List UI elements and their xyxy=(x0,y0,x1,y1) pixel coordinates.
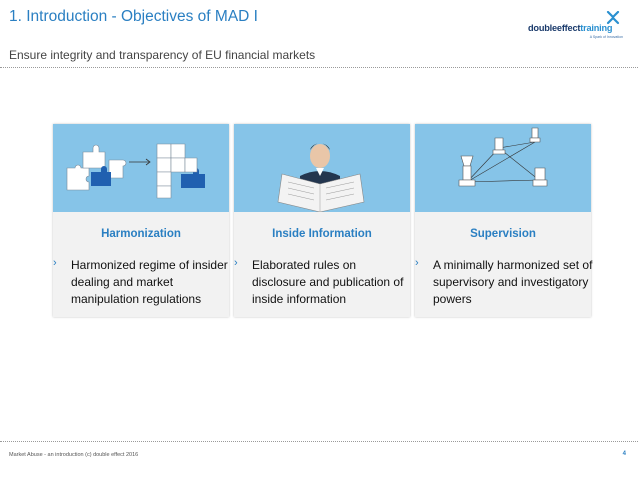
card-heading: Harmonization xyxy=(101,228,181,240)
logo-wordmark xyxy=(528,23,612,33)
card-body xyxy=(415,212,591,317)
chess-pieces-network-illustration xyxy=(415,124,591,212)
card-bullet-text: Elaborated rules on disclosure and publication of inside information xyxy=(252,258,404,306)
card-heading: Inside Information xyxy=(272,228,372,240)
card-body xyxy=(234,212,410,317)
header-divider xyxy=(0,67,638,68)
footer-text: Market Abuse - an introduction (c) double effect 2016 xyxy=(9,452,139,458)
logo-tagline: A Spark of Innovation xyxy=(589,35,623,39)
card-harmonization xyxy=(53,124,229,317)
footer-divider xyxy=(0,441,638,442)
card-body xyxy=(53,212,229,317)
card-supervision xyxy=(415,124,591,317)
company-logo xyxy=(528,18,623,44)
card-bullet-text: Harmonized regime of insider dealing and market manipulation regulations xyxy=(71,258,228,306)
man-reading-newspaper-photo xyxy=(234,124,410,212)
slide-title: 1. Introduction - Objectives of MAD I xyxy=(9,8,258,25)
card-inside-information xyxy=(234,124,410,317)
slide-subtitle: Ensure integrity and transparency of EU financial markets xyxy=(9,48,316,62)
card-heading: Supervision xyxy=(470,228,536,240)
bullet-icon: › xyxy=(415,257,419,269)
logo-wordmark-part2: training xyxy=(580,23,613,33)
puzzle-pieces-illustration xyxy=(53,124,229,212)
logo-wordmark-part1: doubleeffect xyxy=(528,23,581,33)
card-bullet-text: A minimally harmonized set of supervisory and investigatory powers xyxy=(433,258,593,306)
bullet-icon: › xyxy=(234,257,238,269)
bullet-icon: › xyxy=(53,257,57,269)
page-number: 4 xyxy=(622,451,626,457)
